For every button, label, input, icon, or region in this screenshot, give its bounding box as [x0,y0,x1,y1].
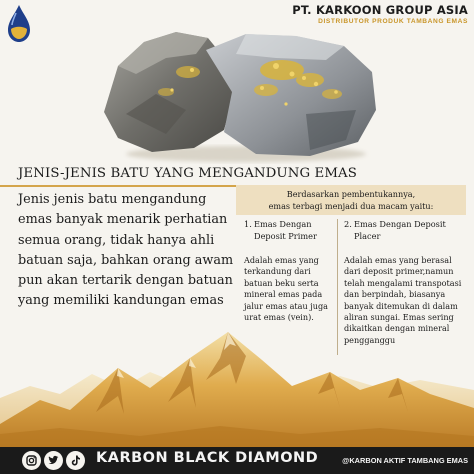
mountains-illustration [0,328,474,450]
item-title-line: Emas Dengan [254,219,312,229]
twitter-icon[interactable] [44,451,63,470]
instagram-icon[interactable] [22,451,41,470]
item-number: 2. [344,219,352,229]
gold-ore-rock-image [96,14,382,164]
body-line: jalur emas atau juga [244,300,329,311]
body-line: urat emas (vein). [244,312,314,323]
company-logo-icon [6,4,32,44]
body-line: mineral emas pada [244,289,323,300]
intro-line: semua orang, tidak hanya ahli [18,232,215,248]
title-underline [0,185,256,187]
intro-line: pun akan tertarik dengan batuan [18,273,233,289]
intro-line: emas banyak menarik perhatian [18,212,228,228]
brand-name: KARBON BLACK DIAMOND [96,450,319,466]
body-line: Adalah emas yang [244,255,319,265]
item-title-line: Deposit Primer [254,230,317,241]
body-line: dari deposit primer,namun [344,266,454,277]
intro-paragraph [18,190,242,312]
footer-tagline: @KARBON AKTIF TAMBANG EMAS [342,456,468,465]
body-line: aliran sungai. Emas sering [344,312,454,323]
body-line: dikaitkan dengan mineral [344,323,450,334]
intro-line: yang memiliki kandungan emas [18,293,224,309]
company-subtitle: DISTRIBUTOR PRODUK TAMBANG EMAS [318,18,468,25]
placer-deposit-title [344,219,466,242]
item-title-line: Emas Dengan Deposit [354,219,446,229]
tiktok-icon[interactable] [66,451,85,470]
box-heading [236,185,466,215]
box-heading-line: Berdasarkan pembentukannya, [286,189,416,199]
body-line: pengganggu [344,334,396,345]
body-line: banyak ditemukan di dalam [344,300,458,311]
body-line: Adalah emas yang berasal [344,255,452,265]
body-line: dan berpindah, biasanya [344,289,446,300]
body-line: batuan beku serta [244,277,319,288]
box-heading-line: emas terbagi menjadi dua macam yaitu: [268,201,434,211]
primary-deposit-text [244,255,348,323]
body-line: telah mengalami transpotasi [344,277,462,288]
intro-line: batuan saja, bahkan orang awam [18,252,234,268]
company-name: PT. KARKOON GROUP ASIA [292,3,468,17]
item-number: 1. [244,219,252,229]
item-title-line: Placer [354,230,381,241]
body-line: terkandung dari [244,266,311,277]
intro-line: Jenis jenis batu mengandung [18,192,207,207]
main-title: JENIS-JENIS BATU YANG MENGANDUNG EMAS [18,166,357,181]
